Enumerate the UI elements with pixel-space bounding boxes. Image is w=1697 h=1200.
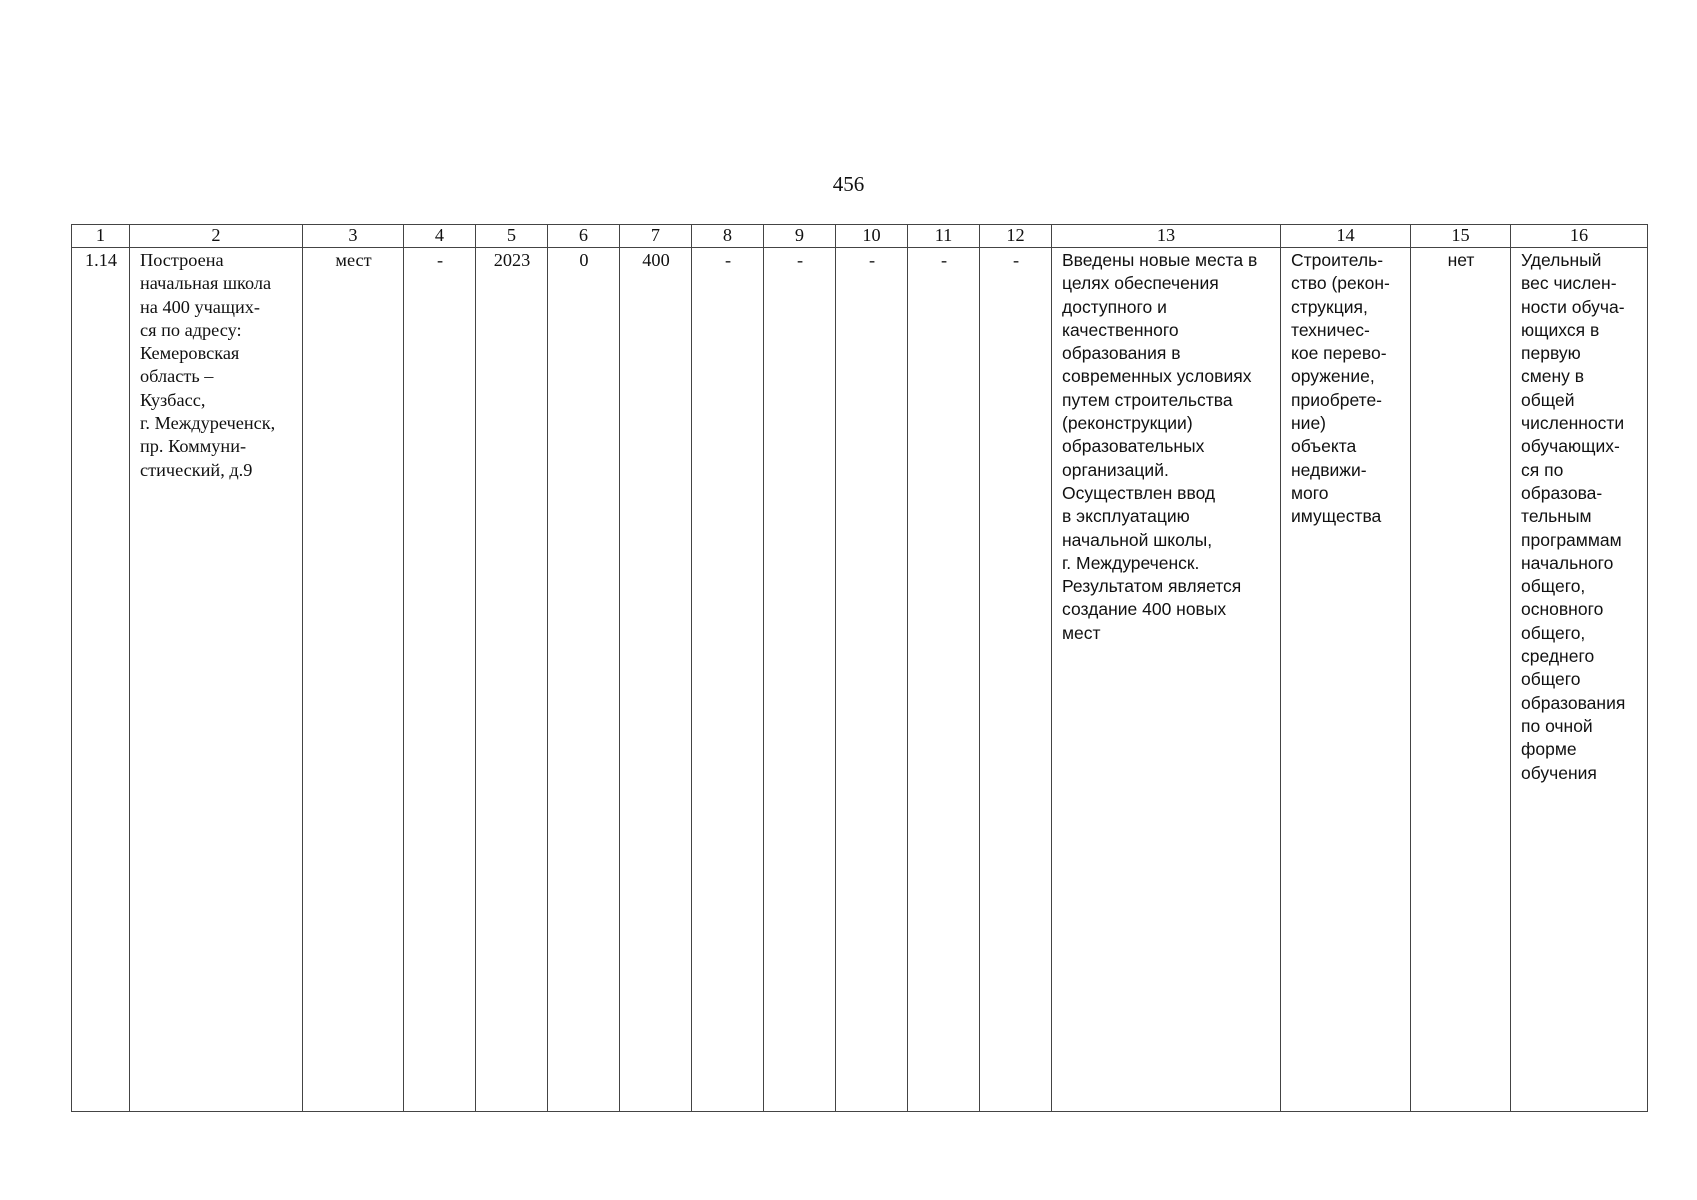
indicator-text-line: первую	[1521, 343, 1581, 364]
column-number-row	[72, 225, 1648, 248]
description-text-line: образовательных	[1062, 436, 1205, 457]
activity-type-text-line: ние)	[1291, 413, 1326, 434]
description-text-line: в эксплуатацию	[1062, 506, 1190, 527]
activity-type-text-line: объекта	[1291, 436, 1357, 457]
column-number-header: 14	[1281, 225, 1411, 248]
value-cell-col7: 400	[620, 248, 692, 1112]
result-text-line: ся по адресу:	[140, 319, 242, 340]
description-cell	[1052, 248, 1281, 1112]
description-text-line: мест	[1062, 622, 1101, 643]
activity-type-text-line: недвижи-	[1291, 459, 1367, 480]
value-cell-col9: -	[764, 248, 836, 1112]
description-text-line: Введены новые места в	[1062, 250, 1258, 270]
description-text-line: г. Междуреченск.	[1062, 552, 1200, 573]
activity-type-cell	[1281, 248, 1411, 1112]
result-text-line: область –	[140, 366, 214, 387]
description-text-line: создание 400 новых	[1062, 599, 1227, 620]
column-number-header: 15	[1411, 225, 1511, 248]
page-number: 456	[832, 172, 865, 196]
description-text-line: Осуществлен ввод	[1062, 482, 1216, 503]
activity-type-text-line: струкция,	[1291, 296, 1368, 317]
result-text-line: пр. Коммуни-	[140, 436, 247, 457]
column-number-header: 16	[1511, 225, 1648, 248]
value-cell-col8: -	[692, 248, 764, 1112]
indicator-text-line: форме	[1521, 739, 1577, 760]
value-cell-col10: -	[836, 248, 908, 1112]
indicator-text-line: тельным	[1521, 506, 1592, 527]
indicator-text-line: программам	[1521, 529, 1622, 550]
activity-type-text-line: оружение,	[1291, 366, 1375, 387]
indicator-text-line: ности обуча-	[1521, 296, 1625, 317]
result-cell	[130, 248, 303, 1112]
description-text-line: качественного	[1062, 319, 1179, 340]
indicator-text-line: Удельный	[1521, 250, 1602, 270]
indicator-text-line: смену в	[1521, 366, 1585, 387]
column-number-header: 13	[1052, 225, 1281, 248]
column-number-header: 11	[908, 225, 980, 248]
column-number-header: 7	[620, 225, 692, 248]
description-text-line: организаций.	[1062, 459, 1169, 480]
indicator-text-line: среднего	[1521, 646, 1595, 667]
column-number-header: 5	[476, 225, 548, 248]
table-row	[72, 248, 1648, 1112]
activity-type-text-line: имущества	[1291, 506, 1382, 527]
indicator-text-line: образования	[1521, 692, 1626, 713]
description-text-line: начальной школы,	[1062, 529, 1213, 550]
description-text-line: (реконструкции)	[1062, 413, 1193, 434]
indicator-text-line: вес числен-	[1521, 273, 1617, 294]
flag-cell: нет	[1411, 248, 1511, 1112]
data-table	[71, 224, 1648, 1112]
description-text-line: доступного и	[1062, 296, 1167, 317]
result-text-line: Построена	[140, 250, 224, 270]
indicator-text-line: численности	[1521, 413, 1625, 434]
activity-type-text-line: кое перево-	[1291, 343, 1387, 364]
indicator-text-line: общего,	[1521, 622, 1586, 643]
indicator-text-line: образова-	[1521, 482, 1603, 503]
column-number-header: 9	[764, 225, 836, 248]
column-number-header: 10	[836, 225, 908, 248]
column-number-header: 2	[130, 225, 303, 248]
value-cell-col11: -	[908, 248, 980, 1112]
indicator-text-line: начального	[1521, 552, 1614, 573]
row-index-cell: 1.14	[72, 248, 130, 1112]
description-text-line: путем строительства	[1062, 389, 1233, 410]
year-cell: 2023	[476, 248, 548, 1112]
column-number-header: 1	[72, 225, 130, 248]
indicator-text-line: ющихся в	[1521, 319, 1600, 340]
result-text-line: Кемеровская	[140, 343, 240, 364]
activity-type-text-line: техничес-	[1291, 319, 1370, 340]
indicator-text-line: ся по	[1521, 459, 1564, 480]
indicator-cell	[1511, 248, 1648, 1112]
description-text-line: целях обеспечения	[1062, 273, 1219, 294]
description-text-line: образования в	[1062, 343, 1181, 364]
value-cell-col12: -	[980, 248, 1052, 1112]
description-text-line: Результатом является	[1062, 576, 1242, 597]
indicator-text-line: общего,	[1521, 576, 1586, 597]
indicator-text-line: обучения	[1521, 762, 1597, 783]
value-cell-col6: 0	[548, 248, 620, 1112]
result-text-line: г. Междуреченск,	[140, 413, 276, 434]
result-text-line: начальная школа	[140, 273, 272, 294]
indicator-text-line: по очной	[1521, 715, 1593, 736]
indicator-text-line: основного	[1521, 599, 1604, 620]
value-cell-col4: -	[404, 248, 476, 1112]
indicator-text-line: общего	[1521, 669, 1581, 690]
indicator-text-line: общей	[1521, 389, 1575, 410]
activity-type-text-line: приобрете-	[1291, 389, 1383, 410]
description-text-line: современных условиях	[1062, 366, 1252, 387]
column-number-header: 4	[404, 225, 476, 248]
indicator-text-line: обучающих-	[1521, 436, 1620, 457]
column-number-header: 3	[303, 225, 404, 248]
unit-cell: мест	[303, 248, 404, 1112]
activity-type-text-line: Строитель-	[1291, 250, 1384, 270]
column-number-header: 8	[692, 225, 764, 248]
activity-type-text-line: ство (рекон-	[1291, 273, 1390, 294]
column-number-header: 12	[980, 225, 1052, 248]
result-text-line: на 400 учащих-	[140, 296, 260, 317]
activity-type-text-line: мого	[1291, 482, 1329, 503]
column-number-header: 6	[548, 225, 620, 248]
result-text-line: Кузбасс,	[140, 389, 206, 410]
result-text-line: стический, д.9	[140, 459, 253, 480]
